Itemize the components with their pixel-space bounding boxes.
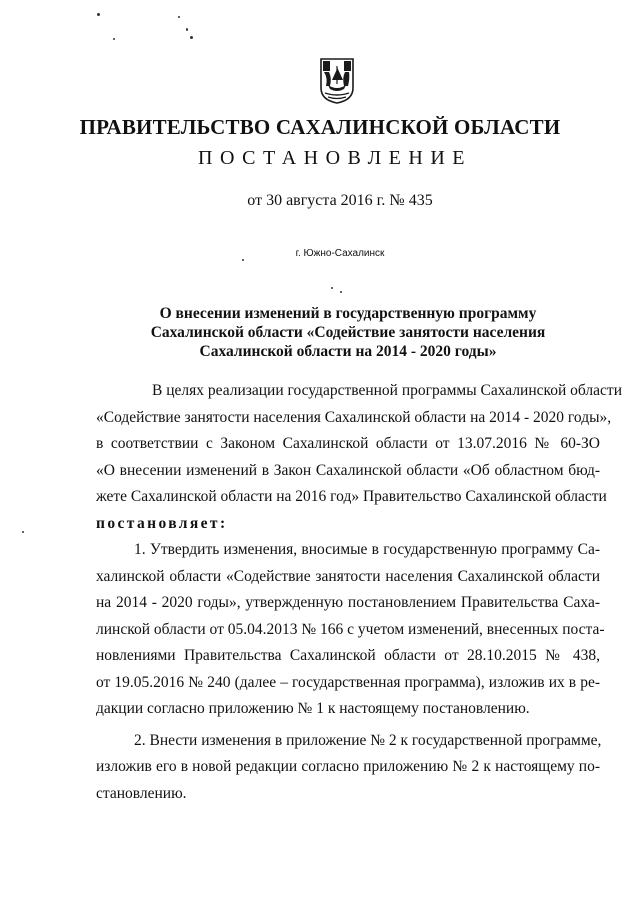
- body-line: становлению.: [96, 784, 187, 802]
- coat-of-arms-icon: [320, 58, 354, 104]
- resolves-keyword: постановляет:: [96, 514, 228, 532]
- scan-speck: [97, 13, 100, 16]
- document-subject: [96, 304, 600, 361]
- scan-speck: [190, 36, 193, 39]
- document-date-number: от 30 августа 2016 г. № 435: [247, 192, 433, 209]
- body-line: жете Сахалинской области на 2016 год» Правительство Сахалинской области: [96, 488, 607, 505]
- scan-speck: [178, 16, 180, 18]
- government-title: ПРАВИТЕЛЬСТВО САХАЛИНСКОЙ ОБЛАСТИ: [79, 115, 561, 139]
- scan-speck: [186, 28, 188, 31]
- subject-line: О внесении изменений в государственную программу: [159, 305, 537, 322]
- body-line: 2. Внести изменения в приложение № 2 к государственной программе,: [134, 731, 602, 749]
- subject-line: Сахалинской области на 2014 - 2020 годы»: [199, 343, 497, 360]
- body-line: халинской области «Содействие занятости населения Сахалинской области: [96, 567, 600, 585]
- body-line: «О внесении изменений в Закон Сахалинской области «Об областном бюд-: [96, 461, 600, 479]
- body-line: изложив его в новой редакции согласно приложению № 2 к настоящему по-: [96, 758, 600, 775]
- document-city: г. Южно-Сахалинск: [295, 248, 385, 259]
- body-line: 1. Утвердить изменения, вносимые в государственную программу Са-: [134, 541, 600, 558]
- document-body: [96, 378, 622, 807]
- scan-speck: [340, 291, 342, 293]
- body-line: «Содействие занятости населения Сахалинской области на 2014 - 2020 годы»,: [96, 408, 612, 426]
- document-type: ПОСТАНОВЛЕНИЕ: [198, 147, 472, 169]
- scan-speck: [242, 259, 244, 261]
- body-line: в соответствии с Законом Сахалинской области от 13.07.2016 № 60-ЗО: [96, 435, 600, 452]
- body-line: дакции согласно приложению № 1 к настоящему постановлению.: [96, 700, 530, 717]
- body-line: линской области от 05.04.2013 № 166 с учетом изменений, внесенных поста-: [96, 620, 605, 638]
- body-line: новлениями Правительства Сахалинской области от 28.10.2015 № 438,: [96, 647, 600, 664]
- body-line: на 2014 - 2020 годы», утвержденную постановлением Правительства Саха-: [96, 594, 600, 611]
- scan-speck: [22, 531, 24, 533]
- subject-line: Сахалинской области «Содействие занятости населения: [150, 324, 546, 341]
- scan-speck: [113, 38, 115, 40]
- scan-speck: [331, 287, 333, 289]
- body-line: от 19.05.2016 № 240 (далее – государственная программа), изложив их в ре-: [96, 673, 600, 691]
- body-line: В целях реализации государственной программы Сахалинской области: [152, 382, 622, 399]
